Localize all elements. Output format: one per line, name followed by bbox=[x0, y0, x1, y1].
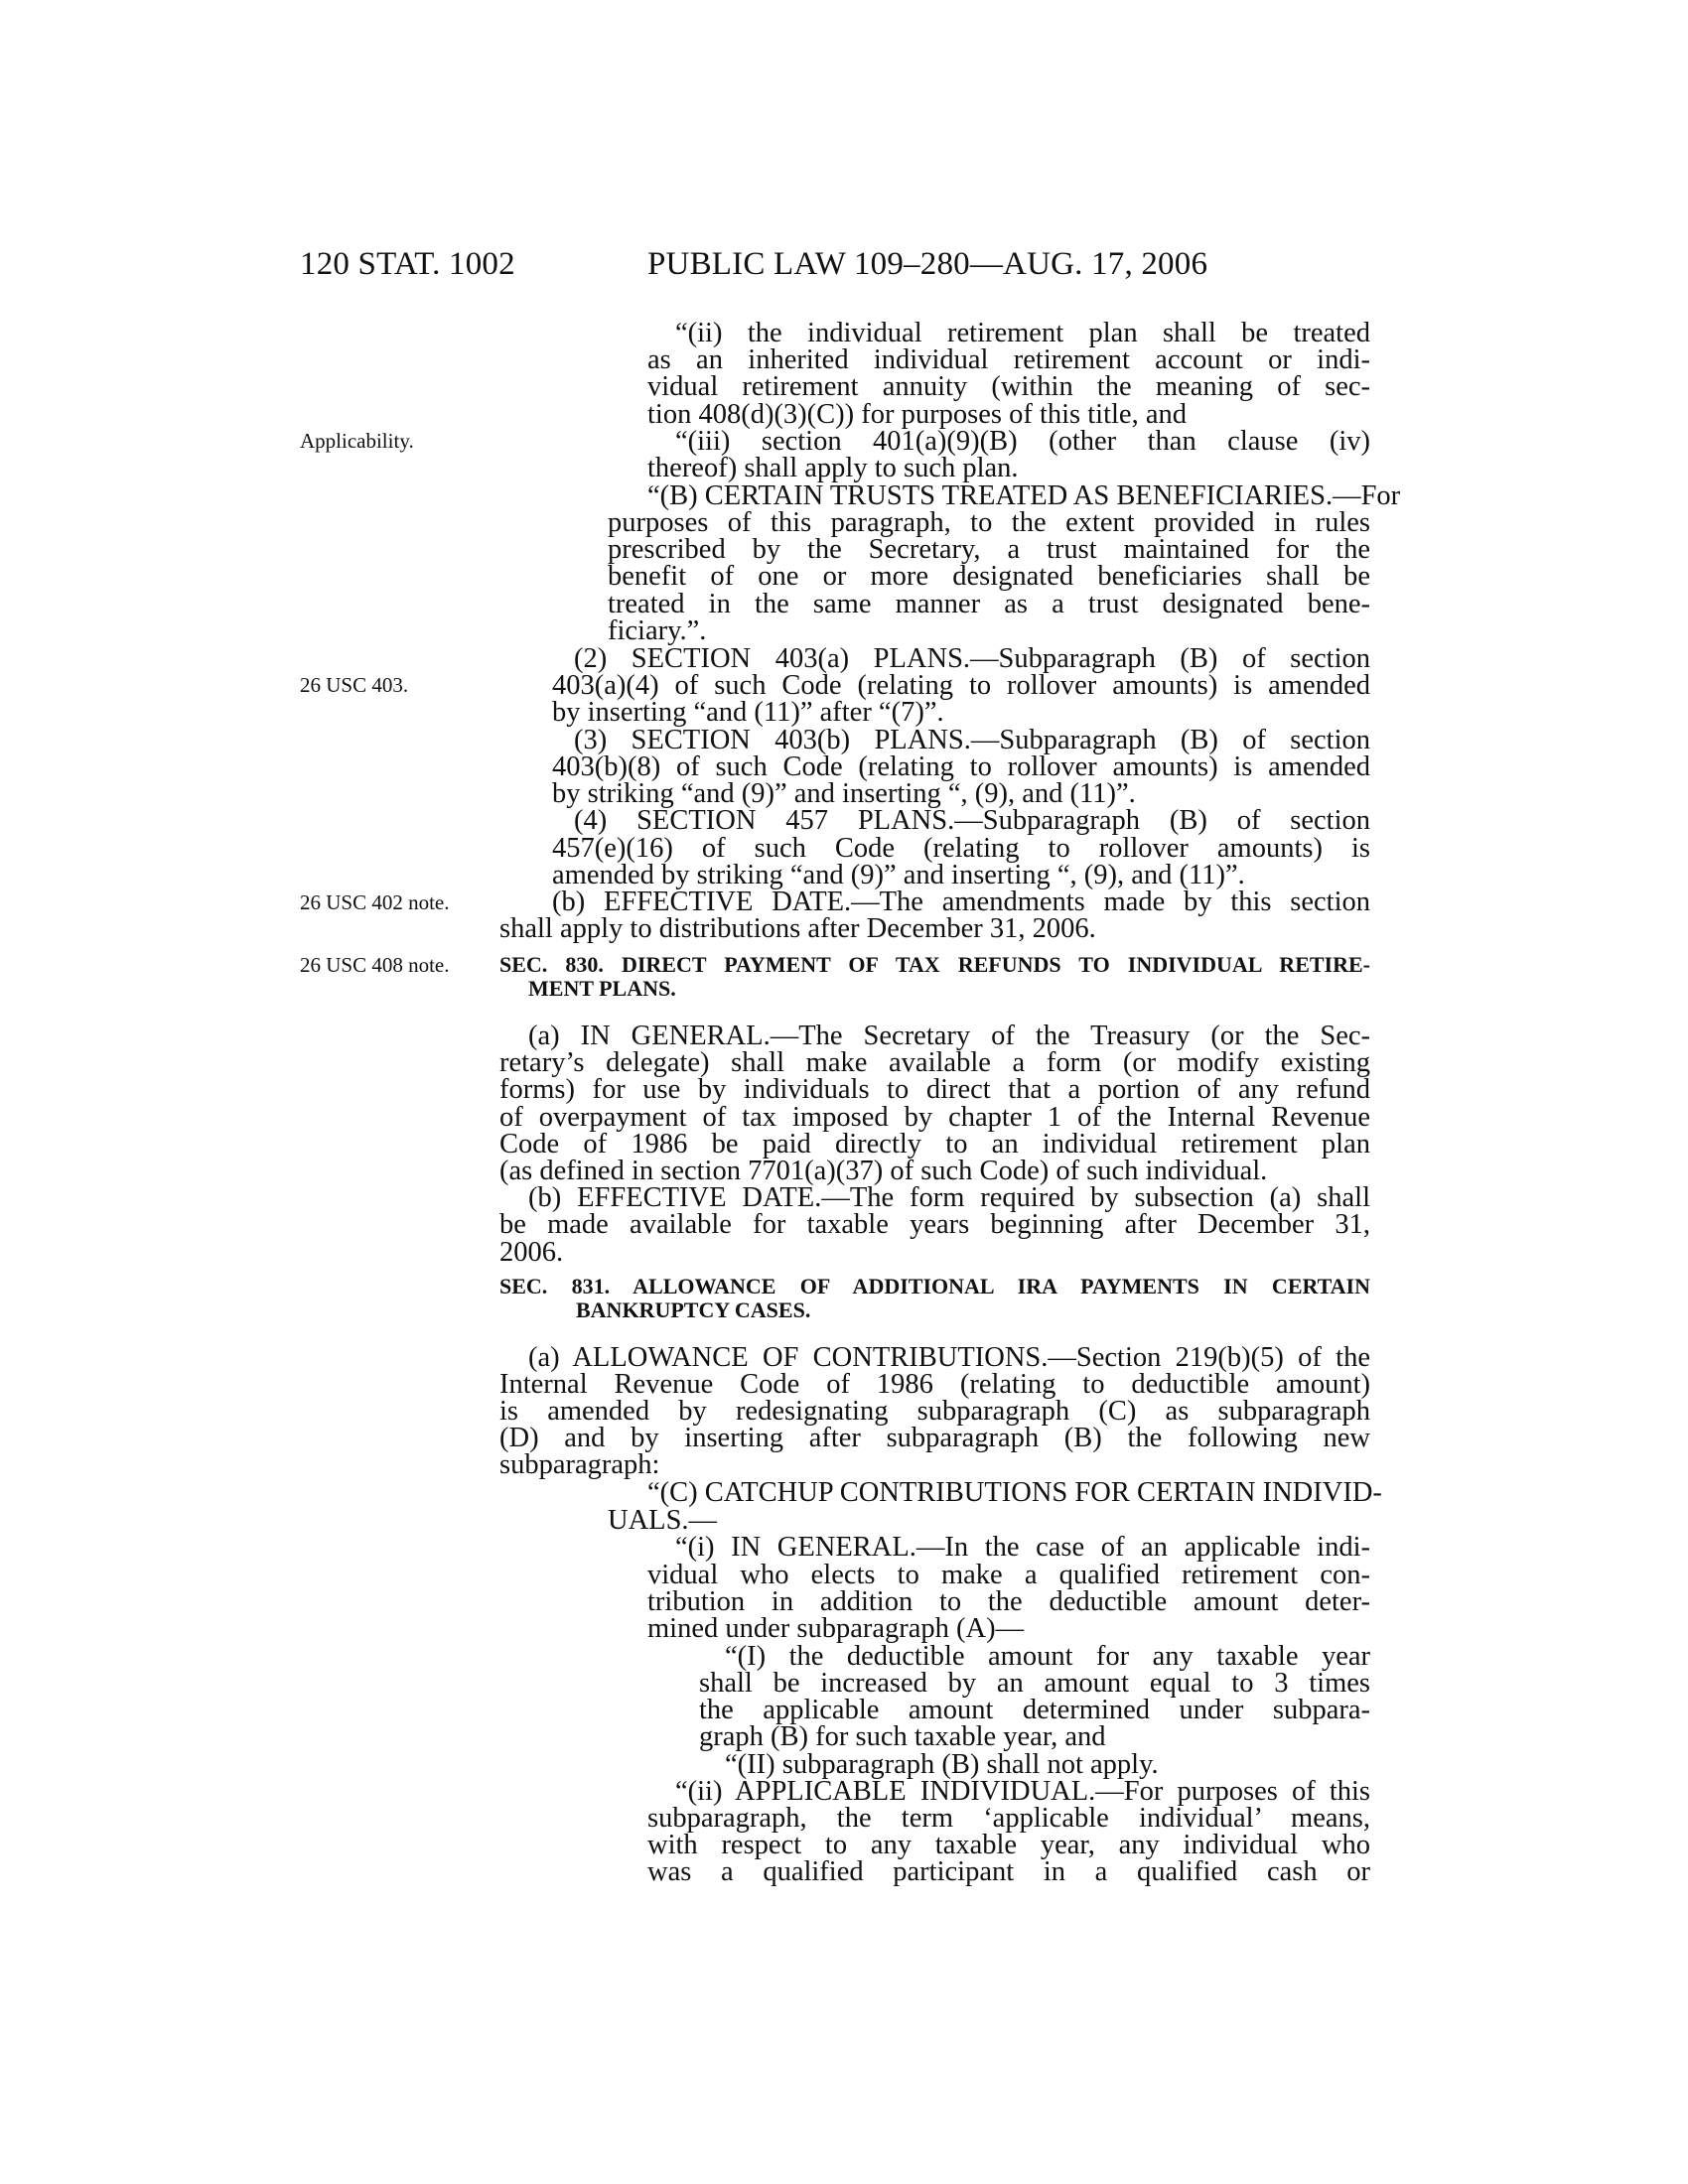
body-line: vidual who elects to make a qualified retirement con- bbox=[647, 1560, 1370, 1590]
page-law-title: PUBLIC LAW 109–280—AUG. 17, 2006 bbox=[647, 246, 1208, 282]
body-line: “(i) IN GENERAL.—In the case of an applicable indi- bbox=[675, 1532, 1370, 1563]
body-line: (2) SECTION 403(a) PLANS.—Subparagraph (B) of section bbox=[574, 643, 1370, 674]
body-line: shall apply to distributions after December 31, 2006. bbox=[499, 913, 1096, 944]
body-line: was a qualified participant in a qualified cash or bbox=[647, 1856, 1370, 1887]
body-line: by striking “and (9)” and inserting “, (9), and (11)”. bbox=[552, 778, 1136, 809]
body-line: (a) IN GENERAL.—The Secretary of the Treasury (or the Sec- bbox=[528, 1021, 1370, 1051]
body-line: BANKRUPTCY CASES. bbox=[576, 1297, 811, 1322]
body-line: 403(a)(4) of such Code (relating to rollover amounts) is amended bbox=[552, 670, 1370, 701]
body-line: “(ii) APPLICABLE INDIVIDUAL.—For purposes of this bbox=[675, 1776, 1370, 1807]
body-line: thereof) shall apply to such plan. bbox=[647, 453, 1019, 483]
body-line: forms) for use by individuals to direct that a portion of any refund bbox=[499, 1074, 1370, 1105]
body-line: benefit of one or more designated beneficiaries shall be bbox=[608, 561, 1370, 592]
body-line: graph (B) for such taxable year, and bbox=[699, 1721, 1106, 1752]
body-line: MENT PLANS. bbox=[528, 976, 676, 1001]
page-stat-reference: 120 STAT. 1002 bbox=[300, 246, 515, 282]
body-line: (b) EFFECTIVE DATE.—The form required by subsection (a) shall bbox=[528, 1182, 1370, 1213]
margin-note-26usc402: 26 USC 402 note. bbox=[300, 890, 450, 914]
body-line: UALS.— bbox=[608, 1505, 718, 1536]
body-line: SEC. 830. DIRECT PAYMENT OF TAX REFUNDS TO INDIVIDUAL RETIRE- bbox=[499, 952, 1370, 977]
body-line: amended by striking “and (9)” and inserting “, (9), and (11)”. bbox=[552, 860, 1245, 890]
body-line: 2006. bbox=[499, 1237, 564, 1268]
body-line: subparagraph, the term ‘applicable individual’ means, bbox=[647, 1803, 1370, 1834]
body-line: of overpayment of tax imposed by chapter 1 of the Internal Revenue bbox=[499, 1102, 1370, 1133]
margin-note-26usc403: 26 USC 403. bbox=[300, 673, 409, 697]
body-line: is amended by redesignating subparagraph (C) as subparagraph bbox=[499, 1396, 1370, 1427]
body-line: treated in the same manner as a trust designated bene- bbox=[608, 589, 1370, 619]
body-line: be made available for taxable years beginning after December 31, bbox=[499, 1209, 1370, 1240]
body-line: tion 408(d)(3)(C)) for purposes of this title, and bbox=[647, 399, 1187, 430]
body-line: by inserting “and (11)” after “(7)”. bbox=[552, 697, 944, 728]
body-line: mined under subparagraph (A)— bbox=[647, 1613, 1025, 1644]
body-line: SEC. 831. ALLOWANCE OF ADDITIONAL IRA PAYMENTS IN CERTAIN bbox=[499, 1274, 1370, 1298]
body-line: (3) SECTION 403(b) PLANS.—Subparagraph (B) of section bbox=[574, 725, 1370, 755]
body-line: Internal Revenue Code of 1986 (relating to deductible amount) bbox=[499, 1369, 1370, 1400]
body-line: “(C) CATCHUP CONTRIBUTIONS FOR CERTAIN INDIVID- bbox=[647, 1477, 1382, 1508]
body-line: (as defined in section 7701(a)(37) of such Code) of such individual. bbox=[499, 1156, 1268, 1186]
body-line: (b) EFFECTIVE DATE.—The amendments made by this section bbox=[552, 887, 1370, 917]
body-line: subparagraph: bbox=[499, 1449, 660, 1480]
body-line: the applicable amount determined under subpara- bbox=[699, 1695, 1370, 1725]
body-line: 403(b)(8) of such Code (relating to rollover amounts) is amended bbox=[552, 751, 1370, 782]
body-line: purposes of this paragraph, to the extent provided in rules bbox=[608, 507, 1370, 538]
body-line: “(I) the deductible amount for any taxable year bbox=[725, 1641, 1370, 1672]
body-line: vidual retirement annuity (within the meaning of sec- bbox=[647, 371, 1370, 402]
body-line: shall be increased by an amount equal to 3 times bbox=[699, 1668, 1370, 1699]
body-line: with respect to any taxable year, any individual who bbox=[647, 1830, 1370, 1860]
margin-note-26usc408: 26 USC 408 note. bbox=[300, 953, 450, 977]
body-line: “(B) CERTAIN TRUSTS TREATED AS BENEFICIARIES.—For bbox=[647, 480, 1401, 511]
body-line: “(ii) the individual retirement plan shall be treated bbox=[675, 318, 1370, 348]
body-line: Code of 1986 be paid directly to an individual retirement plan bbox=[499, 1129, 1370, 1160]
body-line: retary’s delegate) shall make available a form (or modify existing bbox=[499, 1047, 1370, 1078]
body-line: tribution in addition to the deductible amount deter- bbox=[647, 1586, 1370, 1617]
body-line: “(II) subparagraph (B) shall not apply. bbox=[725, 1749, 1159, 1780]
margin-note-applicability: Applicability. bbox=[300, 429, 414, 453]
body-line: ficiary.”. bbox=[608, 615, 707, 646]
body-line: prescribed by the Secretary, a trust maintained for the bbox=[608, 534, 1370, 565]
body-line: (D) and by inserting after subparagraph (B) the following new bbox=[499, 1423, 1370, 1453]
body-line: “(iii) section 401(a)(9)(B) (other than clause (iv) bbox=[675, 426, 1370, 457]
body-line: as an inherited individual retirement account or indi- bbox=[647, 344, 1370, 375]
body-line: (4) SECTION 457 PLANS.—Subparagraph (B) of section bbox=[574, 805, 1370, 836]
body-line: 457(e)(16) of such Code (relating to rollover amounts) is bbox=[552, 833, 1370, 864]
body-line: (a) ALLOWANCE OF CONTRIBUTIONS.—Section 219(b)(5) of the bbox=[528, 1342, 1370, 1373]
